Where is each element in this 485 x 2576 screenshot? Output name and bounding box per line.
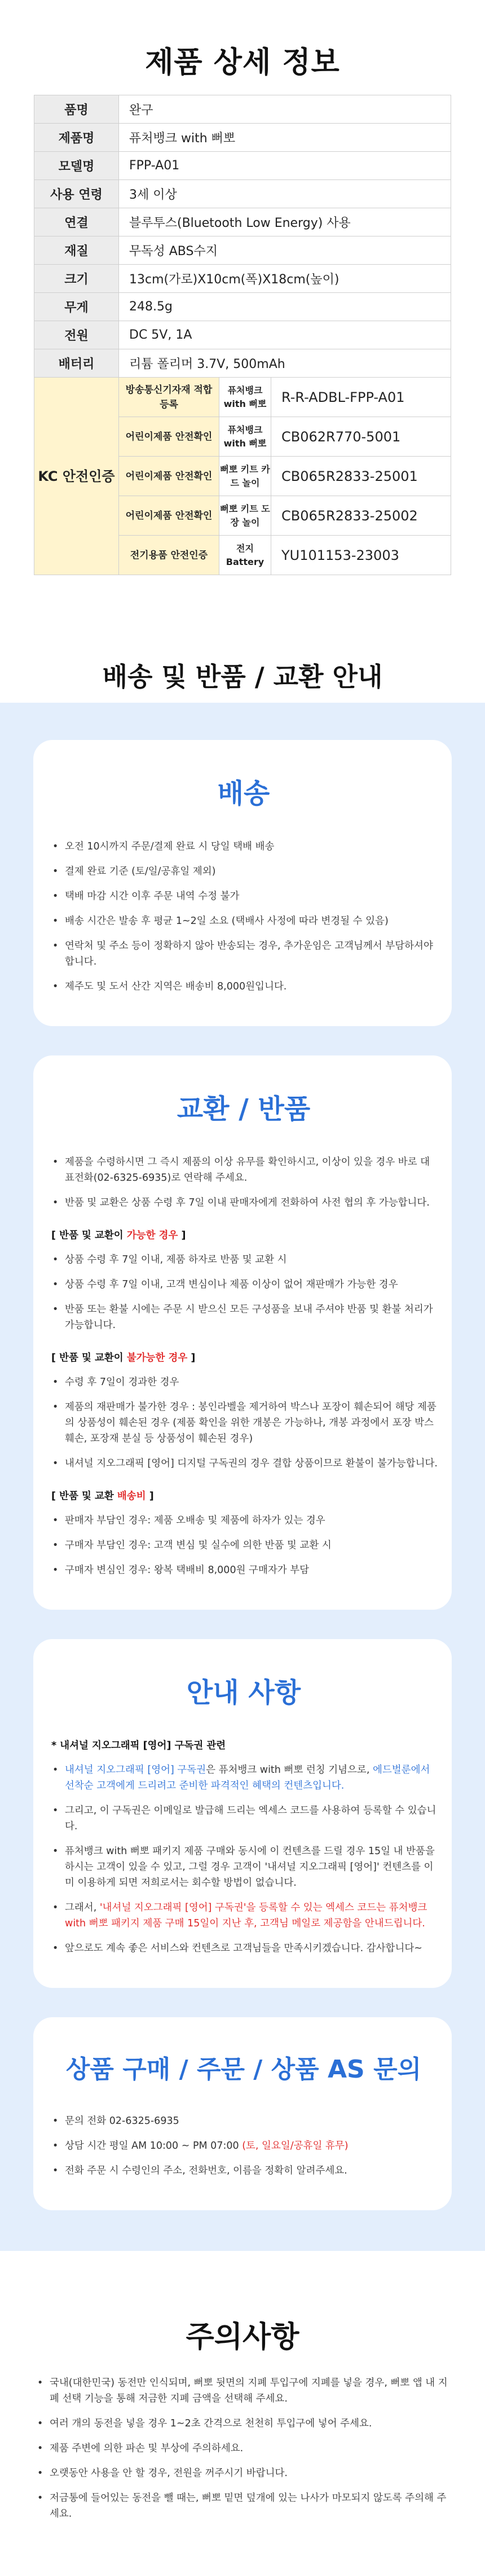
kc-category: 어린이제품 안전확인 [119,496,219,536]
kc-cert-number: CB065R2833-25001 [271,457,451,496]
order-note-item: • 전화 주문 시 수령인의 주소, 전화번호, 이름을 정확히 알려주세요. [49,2163,438,2179]
list-item: • 결제 완료 기준 (토/일/공휴일 제외) [49,864,438,879]
kc-cert-number: CB065R2833-25002 [271,496,451,536]
list-item: • 국내(대한민국) 동전만 인식되며, 뻐뽀 뒷면의 지폐 투입구에 지폐를 넣을 경우, 뻐뽀 앱 내 지폐 선택 기능을 통해 저금한 지폐 금액을 선택해 주세요. [34,2375,451,2407]
spec-label: 사용 연령 [34,180,119,208]
spec-value: FPP-A01 [119,152,451,180]
notice-list [49,1762,438,1956]
spec-value: 완구 [119,95,451,124]
kc-category: 어린이제품 안전확인 [119,457,219,496]
spec-label: 모델명 [34,152,119,180]
notice-title: 안내 사항 [186,1677,301,1708]
notice-card [33,1639,452,1988]
list-item: • 내셔널 지오그래픽 [영어] 디지털 구독권의 경우 결합 상품이므로 환불이 불가능합니다. [49,1456,438,1471]
spec-row [34,293,451,321]
caution-title: 주의사항 [186,2320,299,2354]
spec-row [34,208,451,236]
kc-cert-number: R-R-ADBL-FPP-A01 [271,378,451,417]
kc-category: 방송통신기자재 적합 등록 [119,378,219,417]
spec-value: 248.5g [119,293,451,321]
spec-label: 품명 [34,95,119,124]
list-item: • 그래서, '내셔널 지오그래픽 [영어] 구독권'을 등록할 수 있는 엑세스 코드는 퓨처뱅크 with 뻐뽀 패키지 제품 구매 15일이 지난 후, 고객님 메일로 제공함을 안내드립니다. [49,1900,438,1931]
list-item: • 택배 마감 시간 이후 주문 내역 수정 불가 [49,888,438,904]
list-item: • 배송 시간은 발송 후 평균 1~2일 소요 (택배사 사정에 따라 변경될 수 있음) [49,913,438,929]
spec-row [34,124,451,152]
list-item: • 오전 10시까지 주문/결제 완료 시 당일 택배 배송 [49,839,438,855]
info-panel [0,703,485,2251]
kc-category: 어린이제품 안전확인 [119,417,219,457]
spec-label: 무게 [34,293,119,321]
inquiry-card [33,2017,452,2210]
kc-product: 퓨처뱅크 with 뻐뽀 [219,378,271,417]
list-item: • 저금통에 들어있는 동전을 뺄 때는, 뻐뽀 밑면 덮개에 있는 나사가 마모되지 않도록 주의해 주세요. [34,2490,451,2522]
spec-value: 퓨처뱅크 with 뻐뽀 [119,124,451,152]
list-item: • 오랫동안 사용을 안 할 경우, 전원을 꺼주시기 바랍니다. [34,2465,451,2481]
delivery-card [33,740,452,1026]
delivery-list [49,839,438,995]
spec-value: 무독성 ABS수지 [119,236,451,265]
spec-label: 제품명 [34,124,119,152]
list-item: • 앞으로도 계속 좋은 서비스와 컨텐츠로 고객님들을 만족시키겠습니다. 감사합니다~ [49,1940,438,1956]
list-item: • 제품의 재판매가 불가한 경우 : 봉인라벨을 제거하여 박스나 포장이 훼손되어 해당 제품의 상품성이 훼손된 경우 (제품 확인을 위한 개봉은 가능하나, 개봉 과정에서 포장 박스 훼손, 포장재 분실 등 상품성이 훼손된 경우) [49,1399,438,1447]
kc-product: 뻐뽀 키트 카드 놀이 [219,457,271,496]
list-item: • 반품 또는 환불 시에는 주문 시 받으신 모든 구성품을 보내 주셔야 반품 및 환불 처리가 가능합니다. [49,1302,438,1333]
exchange-title: 교환 / 반품 [177,1093,311,1125]
page-title: 제품 상세 정보 [145,46,340,80]
shipping-section-title: 배송 및 반품 / 교환 안내 [102,661,383,692]
list-item: • 상품 수령 후 7일 이내, 고객 변심이나 제품 이상이 없어 재판매가 가능한 경우 [49,1277,438,1293]
exchange-card [33,1055,452,1610]
notice-subhead: * 내셔널 지오그래픽 [영어] 구독권 관련 [51,1740,226,1751]
possible-list [49,1252,438,1333]
spec-label: 크기 [34,265,119,293]
spec-label: 배터리 [34,349,119,378]
kc-product: 전지 Battery [219,536,271,575]
spec-label: 전원 [34,321,119,349]
caution-list [34,2375,451,2576]
fee-heading: [ 반품 및 교환 배송비 ] [51,1491,154,1502]
spec-label: 재질 [34,236,119,265]
list-item: • 상품 수령 후 7일 이내, 제품 하자로 반품 및 교환 시 [49,1252,438,1268]
spec-table [34,95,451,575]
list-item: • 수령 후 7일이 경과한 경우 [49,1374,438,1390]
possible-heading: [ 반품 및 교환이 가능한 경우 ] [51,1230,186,1241]
spec-label: 연결 [34,208,119,236]
list-item: • 제품 주변에 의한 파손 및 부상에 주의하세요. [34,2441,451,2456]
list-item: • 제주도 및 도서 산간 지역은 배송비 8,000원입니다. [49,979,438,995]
spec-value: 블루투스(Bluetooth Low Energy) 사용 [119,208,451,236]
list-item: • 그리고, 이 구독권은 이메일로 발급해 드리는 엑세스 코드를 사용하여 등록할 수 있습니다. [49,1803,438,1834]
list-item: • 판매자 부담인 경우: 제품 오배송 및 제품에 하자가 있는 경우 [49,1513,438,1528]
inquiry-list [49,2113,438,2179]
list-item: • 연락처 및 주소 등이 정확하지 않아 반송되는 경우, 추가운임은 고객님께서 부담하셔야 합니다. [49,938,438,970]
spec-row [34,265,451,293]
impossible-list [49,1374,438,1471]
spec-value: 리튬 폴리머 3.7V, 500mAh [119,349,451,378]
list-item: • 퓨처뱅크 with 뻐뽀 패키지 제품 구매와 동시에 이 컨텐츠를 드릴 경우 15일 내 반품을 하시는 고객이 있을 수 있고, 그럴 경우 고객이 '내셔널 지오그래픽 [영어]' 컨텐츠를 이미 이용하게 되면 저희로서는 회수할 방법이 없습니다. [49,1843,438,1891]
kc-product: 퓨처뱅크 with 뻐뽀 [219,417,271,457]
list-item: • 내셔널 지오그래픽 [영어] 구독권은 퓨처뱅크 with 뻐뽀 런칭 기념으로, 에드벌룬에서 선착순 고객에게 드리려고 준비한 파격적인 혜택의 컨텐츠입니다. [49,1762,438,1794]
list-item: • 구매자 변심인 경우: 왕복 택배비 8,000원 구매자가 부담 [49,1562,438,1578]
spec-row [34,152,451,180]
spec-row [34,349,451,378]
inquiry-title: 상품 구매 / 주문 / 상품 AS 문의 [65,2055,422,2084]
spec-value: 3세 이상 [119,180,451,208]
spec-row [34,236,451,265]
list-item: • 제품을 수령하시면 그 즉시 제품의 이상 유무를 확인하시고, 이상이 있을 경우 바로 대표전화(02-6325-6935)로 연락해 주세요. [49,1154,438,1186]
hours-item: • 상담 시간 평일 AM 10:00 ~ PM 07:00 (토, 일요일/공휴일 휴무) [49,2138,438,2154]
list-item: • 여러 개의 동전을 넣을 경우 1~2초 간격으로 천천히 투입구에 넣어 주세요. [34,2416,451,2432]
kc-cert-number: CB062R770-5001 [271,417,451,457]
kc-row [34,378,451,417]
phone-item: • 문의 전화 02-6325-6935 [49,2113,438,2129]
fee-list [49,1513,438,1578]
delivery-title: 배송 [217,778,270,809]
spec-row [34,95,451,124]
impossible-heading: [ 반품 및 교환이 불가능한 경우 ] [51,1352,196,1364]
kc-cert-number: YU101153-23003 [271,536,451,575]
list-item: • 구매자 부담인 경우: 고객 변심 및 실수에 의한 반품 및 교환 시 [49,1537,438,1553]
spec-value: 13cm(가로)X10cm(폭)X18cm(높이) [119,265,451,293]
list-item: • 반품 및 교환은 상품 수령 후 7일 이내 판매자에게 전화하여 사전 협의 후 가능합니다. [49,1195,438,1211]
spec-value: DC 5V, 1A [119,321,451,349]
spec-row [34,321,451,349]
kc-label: KC 안전인증 [34,378,119,575]
kc-product: 뻐뽀 키트 도장 놀이 [219,496,271,536]
spec-row [34,180,451,208]
exchange-intro-list [49,1154,438,1211]
kc-category: 전기용품 안전인증 [119,536,219,575]
